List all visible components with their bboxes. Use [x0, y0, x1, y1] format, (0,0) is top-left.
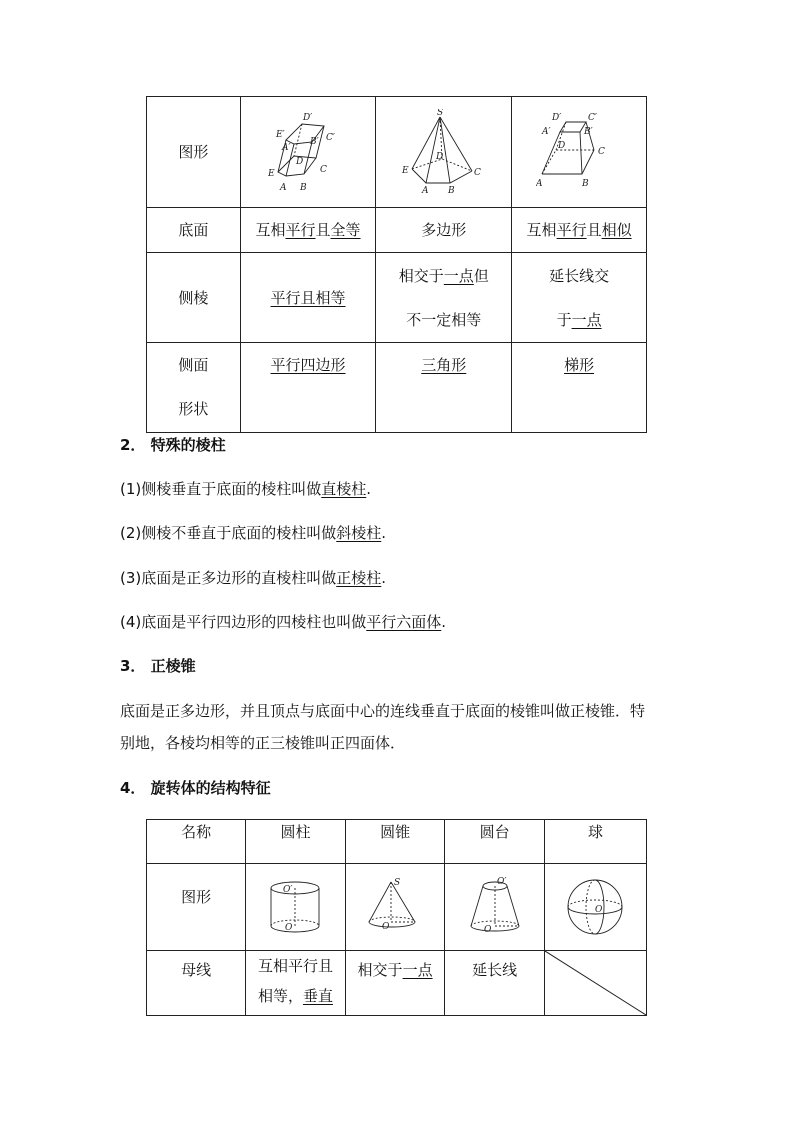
section3-heading: 3． 正棱锥 — [120, 657, 196, 675]
header-frustum: 圆台 — [445, 820, 545, 864]
pyramid-label: C — [473, 168, 481, 178]
prism-label: E′ — [276, 130, 285, 140]
header-name: 名称 — [147, 820, 246, 864]
frustum-label-bottom: O — [483, 925, 492, 935]
cylinder-label-bottom: O — [285, 923, 293, 933]
pyramid-figure — [402, 109, 486, 195]
cylinder-generatrix-cell: 互相平行且 相等，垂直 — [246, 951, 346, 1016]
pyramid-edge-cell: 相交于一点但 不一定相等 — [376, 253, 512, 343]
pyramid-base-cell: 多边形 — [376, 208, 512, 253]
row-label-lateral-edge: 侧棱 — [147, 253, 241, 343]
section2-heading: 2． 特殊的棱柱 — [120, 436, 226, 454]
frustum-label: B′ — [584, 127, 593, 137]
polyhedra-table — [146, 96, 647, 433]
cylinder-label-top: O′ — [283, 885, 293, 895]
prism-figure — [268, 110, 348, 194]
section3-text-line1: 底面是正多边形，并且顶点与底面中心的连线垂直于底面的棱锥叫做正棱锥．特 — [120, 702, 646, 720]
prism-label: D′ — [303, 113, 313, 123]
row-label-figure: 图形 — [147, 97, 241, 208]
section2-item: (2)侧棱不垂直于底面的棱柱叫做斜棱柱. — [120, 524, 387, 542]
prism-label: C — [320, 165, 327, 175]
frustum-base-cell: 互相平行且相似 — [512, 208, 647, 253]
prism-label: D — [296, 157, 304, 167]
row-label-generatrix: 母线 — [147, 951, 246, 1016]
frustum-label-top: O′ — [496, 877, 507, 887]
pyramid-label: A — [421, 186, 429, 195]
row-label-figure: 图形 — [147, 864, 246, 951]
frustum-label: A′ — [542, 127, 551, 137]
pyramid-label: D — [435, 152, 443, 162]
cone-generatrix-cell: 相交于一点 — [345, 951, 445, 1016]
sphere-generatrix-cell — [544, 951, 646, 1016]
frustum-label: C′ — [588, 113, 598, 123]
cylinder-figure — [265, 876, 325, 938]
frustum-figure-cell — [445, 864, 545, 951]
frustum-figure-2 — [465, 876, 525, 938]
frustum-face-cell: 梯形 — [512, 343, 647, 433]
prism-figure-cell — [240, 97, 376, 208]
cone-figure-cell — [345, 864, 445, 951]
prism-edge-cell: 平行且相等 — [240, 253, 376, 343]
frustum-label: C — [598, 147, 605, 157]
solids-of-revolution-table — [146, 819, 647, 1016]
row-label-base: 底面 — [147, 208, 241, 253]
frustum-label: B — [582, 179, 589, 189]
section3-text-line2: 别地，各棱均相等的正三棱锥叫正四面体． — [120, 734, 406, 752]
frustum-label: A — [536, 179, 543, 189]
sphere-figure-cell — [544, 864, 646, 951]
header-cone: 圆锥 — [345, 820, 445, 864]
header-cylinder: 圆柱 — [246, 820, 346, 864]
cone-label-center: O — [382, 922, 390, 932]
frustum-label: D — [558, 141, 566, 151]
row-label-lateral-face: 侧面 形状 — [147, 343, 241, 433]
frustum-label: D′ — [552, 113, 562, 123]
prism-base-cell: 互相平行且全等 — [240, 208, 376, 253]
frustum-edge-cell: 延长线交 于一点 — [512, 253, 647, 343]
sphere-figure — [562, 876, 628, 938]
section2-item: (1)侧棱垂直于底面的棱柱叫做直棱柱. — [120, 480, 372, 498]
prism-label: B — [300, 183, 307, 193]
prism-label: A′ — [282, 143, 291, 153]
cone-label-apex: S — [394, 878, 401, 888]
pyramid-face-cell: 三角形 — [376, 343, 512, 433]
section2-item: (4)底面是平行四边形的四棱柱也叫做平行六面体. — [120, 613, 447, 631]
prism-face-cell: 平行四边形 — [240, 343, 376, 433]
section2-item: (3)底面是正多边形的直棱柱叫做正棱柱. — [120, 569, 387, 587]
pyramid-label: E — [401, 166, 409, 176]
pyramid-figure-cell — [376, 97, 512, 208]
pyramid-label: S — [436, 109, 443, 118]
diagonal-slash — [545, 951, 646, 1015]
prism-label: C′ — [326, 133, 335, 143]
cone-figure — [365, 876, 425, 938]
cylinder-figure-cell — [246, 864, 346, 951]
prism-label: A — [280, 183, 287, 193]
frustum-figure — [536, 110, 622, 194]
frustum-figure-cell — [512, 97, 647, 208]
frustum-generatrix-cell: 延长线 — [445, 951, 545, 1016]
prism-label: E — [268, 169, 275, 179]
prism-label: B′ — [310, 137, 319, 147]
sphere-label-center: O — [595, 905, 603, 915]
header-sphere: 球 — [544, 820, 646, 864]
pyramid-label: B — [447, 186, 455, 195]
section4-heading: 4． 旋转体的结构特征 — [120, 779, 271, 797]
